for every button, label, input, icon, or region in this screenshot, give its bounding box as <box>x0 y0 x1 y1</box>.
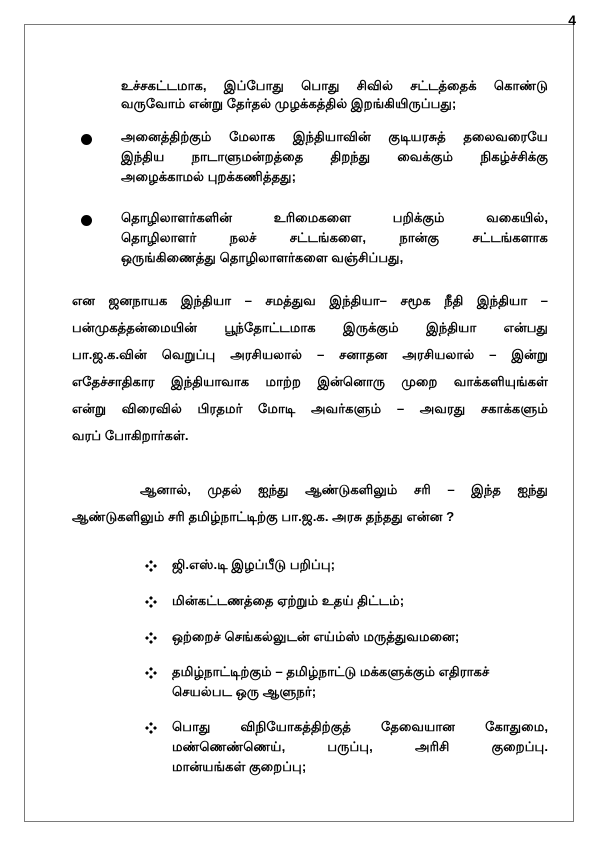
main-line-3: பா.ஜ.க.வின் வெறுப்பு அரசியலால் – சனாதன அரசியலால் – இன்று <box>72 347 548 362</box>
four-diamond-bullet-icon <box>145 722 157 734</box>
bullet-1-line-3: அழைக்காமல் புறக்கணித்தது; <box>121 169 297 184</box>
main-line-6: வரப் போகிறார்கள். <box>72 428 189 443</box>
main-line-1: என ஜனநாயக இந்தியா – சமத்துவ இந்தியா– சமூக நீதி இந்தியா – <box>72 293 548 308</box>
bullet-1-line-2: இந்திய நாடாளுமன்றத்தை திறந்து வைக்கும் நிகழ்ச்சிக்கு <box>121 149 548 164</box>
answer-2-line-1: மின்கட்டணத்தை ஏற்றும் உதய் திட்டம்; <box>172 593 405 608</box>
main-line-4: எதேச்சாதிகார இந்தியாவாக மாற்ற இன்னொரு முறை வாக்களியுங்கள் <box>72 374 548 389</box>
question-line-2: ஆண்டுகளிலும் சரி தமிழ்நாட்டிற்கு பா.ஜ.க. அரசு தந்தது என்ன ? <box>72 509 455 524</box>
bullet-2-line-1: தொழிலாளர்களின் உரிமைகளை பறிக்கும் வகையில், <box>121 210 548 225</box>
bullet-2-line-2: தொழிலாளர் நலச் சட்டங்களை, நான்கு சட்டங்களாக <box>121 230 548 245</box>
main-line-2: பன்முகத்தன்மையின் பூந்தோட்டமாக இருக்கும் இந்தியா என்பது <box>72 320 548 335</box>
four-diamond-bullet-icon <box>145 560 157 572</box>
four-diamond-bullet-icon <box>145 667 157 679</box>
answer-5-line-3: மான்யங்கள் குறைப்பு; <box>172 759 307 774</box>
page-number: 4 <box>568 12 576 28</box>
answer-4-line-2: செயல்பட ஒரு ஆளுநர்; <box>172 684 317 699</box>
answer-1-line-1: ஜி.எஸ்.டி இழப்பீடு பறிப்பு; <box>172 557 336 572</box>
question-line-1: ஆனால், முதல் ஐந்து ஆண்டுகளிலும் சரி – இந்த ஐந்து <box>140 482 548 497</box>
four-diamond-bullet-icon <box>145 632 157 644</box>
bullet-2-line-3: ஒருங்கிணைத்து தொழிலாளர்களை வஞ்சிப்பது, <box>121 250 404 265</box>
intro-line-2: வருவோம் என்று தேர்தல் முழக்கத்தில் இறங்கியிருப்பது; <box>121 96 457 111</box>
bullet-1-line-1: அனைத்திற்கும் மேலாக இந்தியாவின் குடியரசுத் தலைவரையே <box>121 129 548 144</box>
main-line-5: என்று விரைவில் பிரதமர் மோடி அவர்களும் – அவரது சகாக்களும் <box>72 401 548 416</box>
answer-4-line-1: தமிழ்நாட்டிற்கும் – தமிழ்நாட்டு மக்களுக்கும் எதிராகச் <box>172 664 490 679</box>
filled-circle-bullet-icon <box>81 134 92 145</box>
answer-5-line-2: மண்ணெண்ணெய், பருப்பு, அரிசி குறைப்பு. <box>172 739 548 754</box>
filled-circle-bullet-icon <box>81 215 92 226</box>
answer-5-line-1: பொது விநியோகத்திற்குத் தேவையான கோதுமை, <box>172 719 548 734</box>
four-diamond-bullet-icon <box>145 596 157 608</box>
intro-line-1: உச்சகட்டமாக, இப்போது பொது சிவில் சட்டத்தைக் கொண்டு <box>121 78 548 93</box>
answer-3-line-1: ஒற்றைச் செங்கல்லுடன் எய்ம்ஸ் மருத்துவமனை; <box>172 629 460 644</box>
